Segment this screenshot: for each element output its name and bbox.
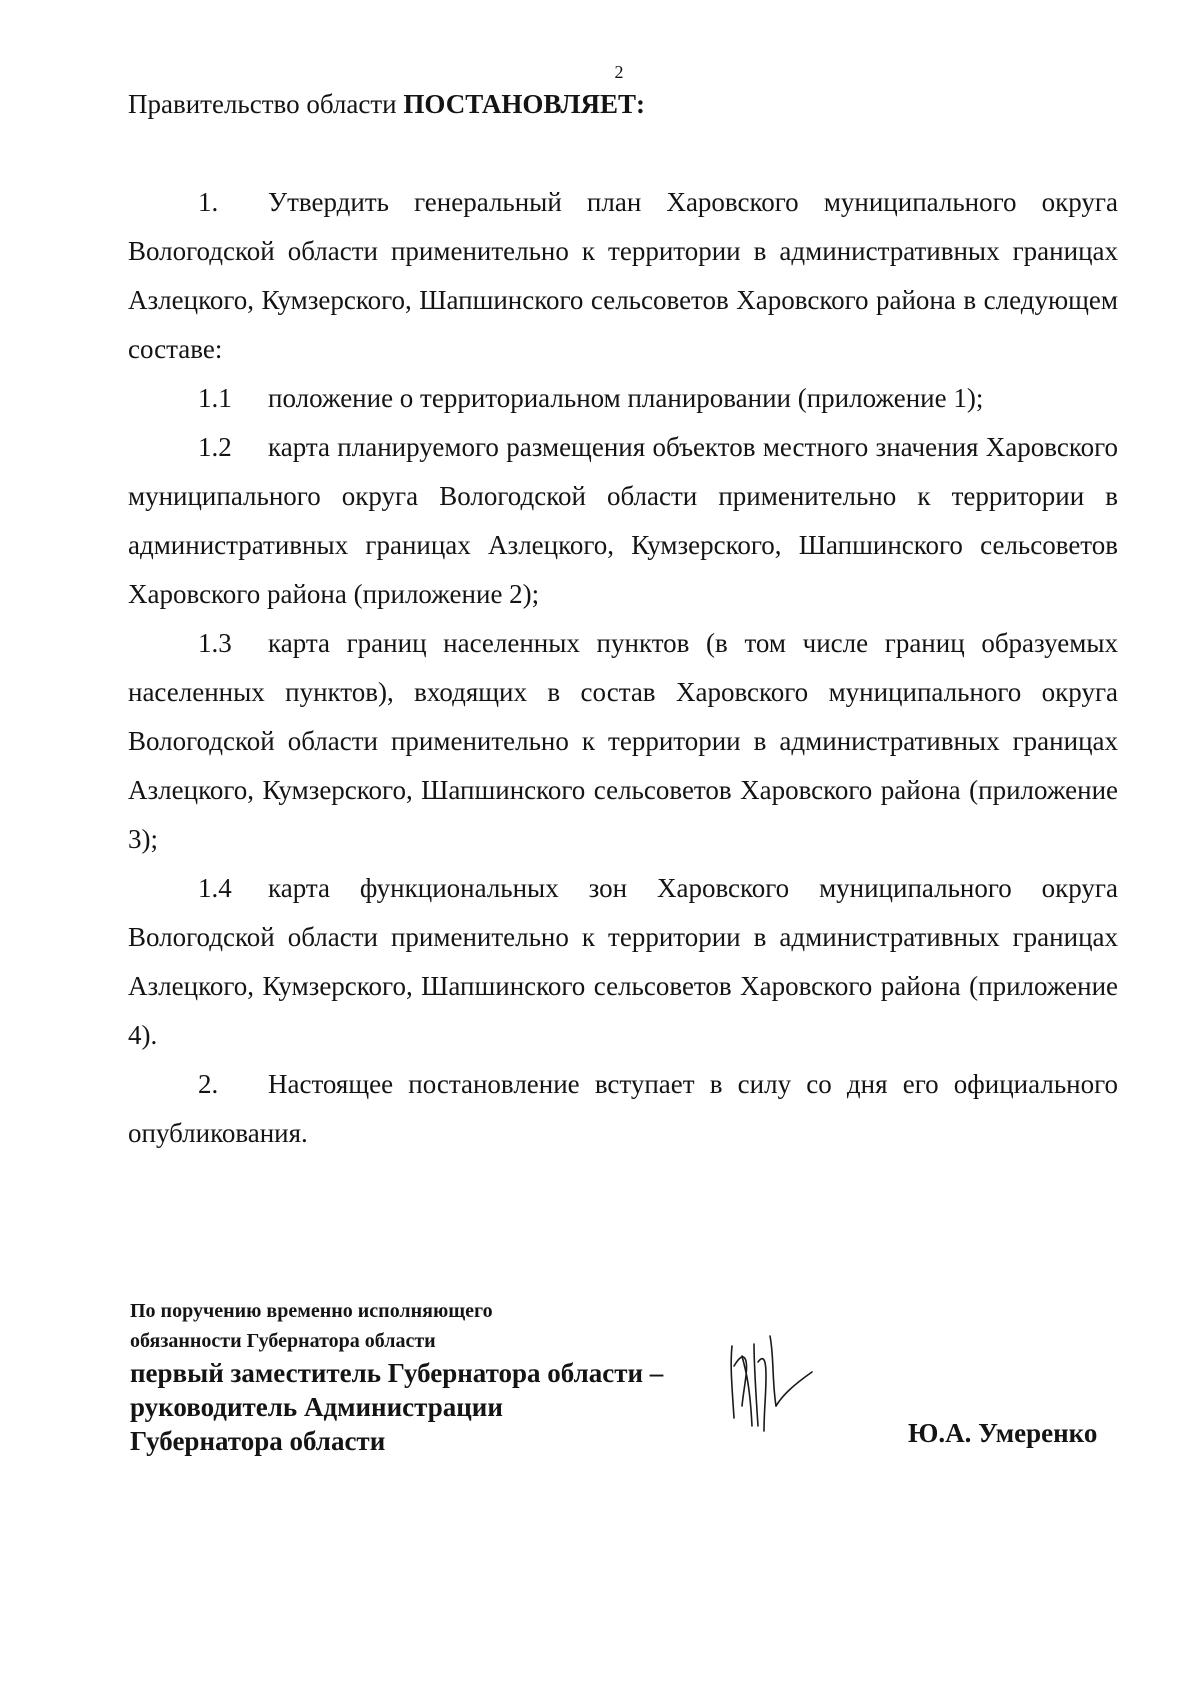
signatory-name: Ю.А. Умеренко [908, 1418, 1098, 1448]
handwritten-signature [720, 1326, 820, 1436]
item-1 [128, 178, 1118, 374]
item-number: 1.3 [198, 628, 232, 658]
signature-block [130, 1296, 730, 1458]
intro-emphasis: ПОСТАНОВЛЯЕТ: [403, 89, 645, 119]
item-number: 1.1 [198, 383, 232, 413]
resolution-intro [128, 84, 645, 124]
signature-line-3: первый заместитель Губернатора области – [130, 1358, 664, 1388]
item-number: 1.2 [198, 432, 232, 462]
signature-line-2: обязанности Губернатора области [130, 1330, 436, 1352]
item-number: 2. [198, 1069, 219, 1099]
page-number: 2 [614, 62, 624, 82]
signature-line-1: По поручению временно исполняющего [130, 1300, 493, 1322]
item-text: карта функциональных зон Харовского муниципального округа Вологодской области применительно к территории в административных границах Азлецкого, Кумзерского, Шапшинского сельсоветов Харовского района (приложение 4). [128, 873, 1118, 1050]
item-1-2 [128, 423, 1118, 619]
item-1-1 [128, 374, 1118, 423]
signature-line-5: Губернатора области [130, 1426, 386, 1456]
item-text: Настоящее постановление вступает в силу со дня его официального опубликования. [128, 1069, 1118, 1148]
item-text: положение о территориальном планировании (приложение 1); [268, 383, 984, 413]
item-text: карта границ населенных пунктов (в том числе границ образуемых населенных пунктов), входящих в состав Харовского муниципального округа Вологодской области применительно к территории в административных границах Азлецкого, Кумзерского, Шапшинского сельсоветов Харовского района (приложение 3); [128, 628, 1118, 854]
item-text: карта планируемого размещения объектов местного значения Харовского муниципального округа Вологодской области применительно к территории в административных границах Азлецкого, Кумзерского, Шапшинского сельсоветов Харовского района (приложение 2); [128, 432, 1118, 609]
intro-prefix: Правительство области [128, 89, 404, 119]
item-1-4 [128, 864, 1118, 1060]
item-text: Утвердить генеральный план Харовского муниципального округа Вологодской области применительно к территории в административных границах Азлецкого, Кумзерского, Шапшинского сельсоветов Харовского района в следующем составе: [128, 187, 1118, 364]
item-number: 1. [198, 187, 219, 217]
item-1-3 [128, 619, 1118, 864]
item-number: 1.4 [198, 873, 232, 903]
document-body [128, 178, 1118, 1158]
signature-line-4: руководитель Администрации [130, 1392, 503, 1422]
item-2 [128, 1060, 1118, 1158]
